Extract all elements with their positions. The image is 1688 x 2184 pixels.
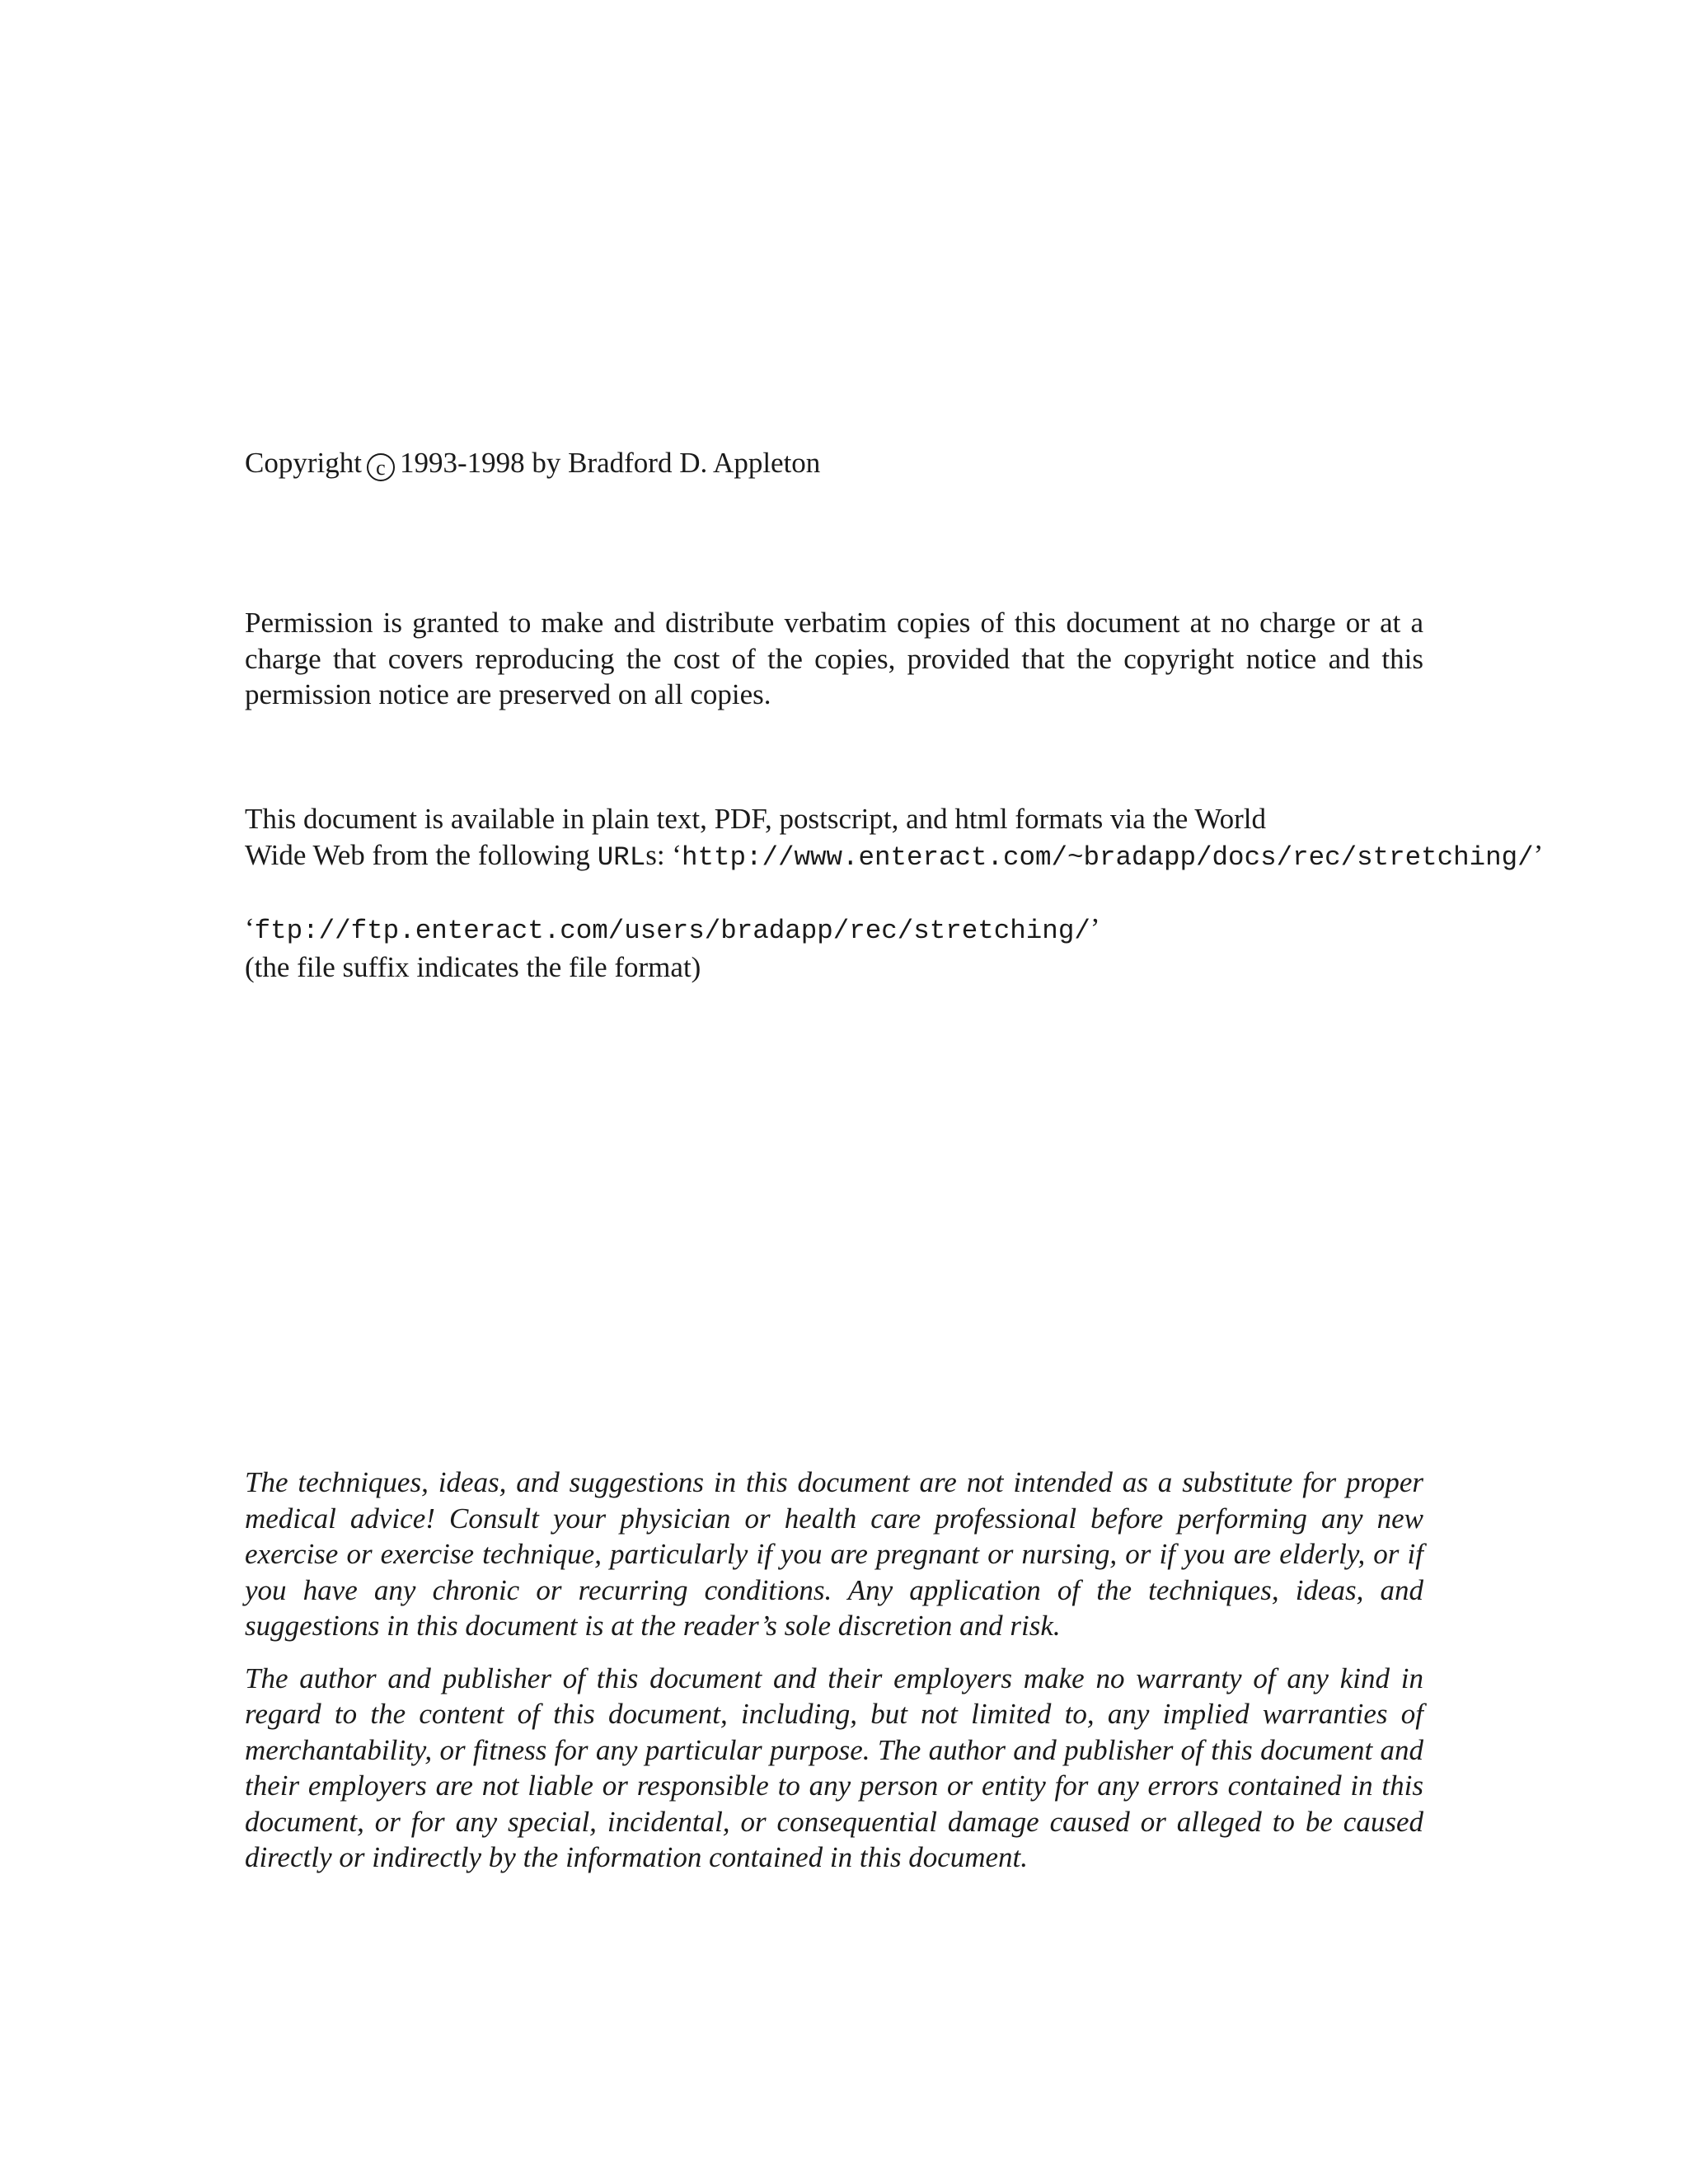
copyright-suffix: 1993-1998 by Bradford D. Appleton <box>399 447 821 479</box>
copyright-symbol: c <box>367 453 395 481</box>
copyright-line <box>245 445 1423 481</box>
availability-section <box>245 801 1688 985</box>
format-note: (the file suffix indicates the file format) <box>245 950 701 983</box>
permission-notice <box>245 605 1423 713</box>
availability-line-2 <box>245 837 1688 876</box>
http-url-close-quote: ’ <box>1533 838 1544 871</box>
ftp-url-close-quote: ’ <box>1090 912 1100 944</box>
ftp-url-line <box>245 911 1688 949</box>
availability-prefix: Wide Web from the following <box>245 838 598 871</box>
urls-suffix: s: ‘ <box>645 838 682 871</box>
ftp-url-open-quote: ‘ <box>245 912 255 944</box>
http-url-link[interactable]: http://www.enteract.com/~bradapp/docs/rec/stretching/ <box>681 841 1534 873</box>
urls-label: URL <box>597 841 646 873</box>
copyright-prefix: Copyright <box>245 447 362 479</box>
disclaimer-paragraph-2: The author and publisher of this document and their employers make no warranty of any kind in regard to the content of this document, including, but not limited to, any implied warranties of merchantability, or fitness for any particular purpose. The author and publisher of this document and their employers are not liable or responsible to any person or entity for any errors contained in this document, or for any special, incidental, or consequential damage caused or alleged to be caused directly or indirectly by the information contained in this document. <box>245 1661 1423 1873</box>
disclaimer-paragraph-1: The techniques, ideas, and suggestions in this document are not intended as a substitute for proper medical advice! Consult your physician or health care professional before performing any new exercise or exercise technique, particularly if you are pregnant or nursing, or if you are elderly, or if you have any chronic or recurring conditions. Any application of the techniques, ideas, and suggestions in this document is at the reader’s sole discretion and risk. <box>245 1466 1423 1642</box>
availability-line-1: This document is available in plain text, PDF, postscript, and html formats via the World <box>245 803 1266 835</box>
ftp-url-link[interactable]: ftp://ftp.enteract.com/users/bradapp/rec/stretching/ <box>254 916 1090 946</box>
disclaimer-section <box>245 1465 1423 1876</box>
permission-text: Permission is granted to make and distribute verbatim copies of this document at no charge or at a charge that covers reproducing the cost of the copies, provided that the copyright notice and this permission notice are preserved on all copies. <box>245 607 1423 710</box>
